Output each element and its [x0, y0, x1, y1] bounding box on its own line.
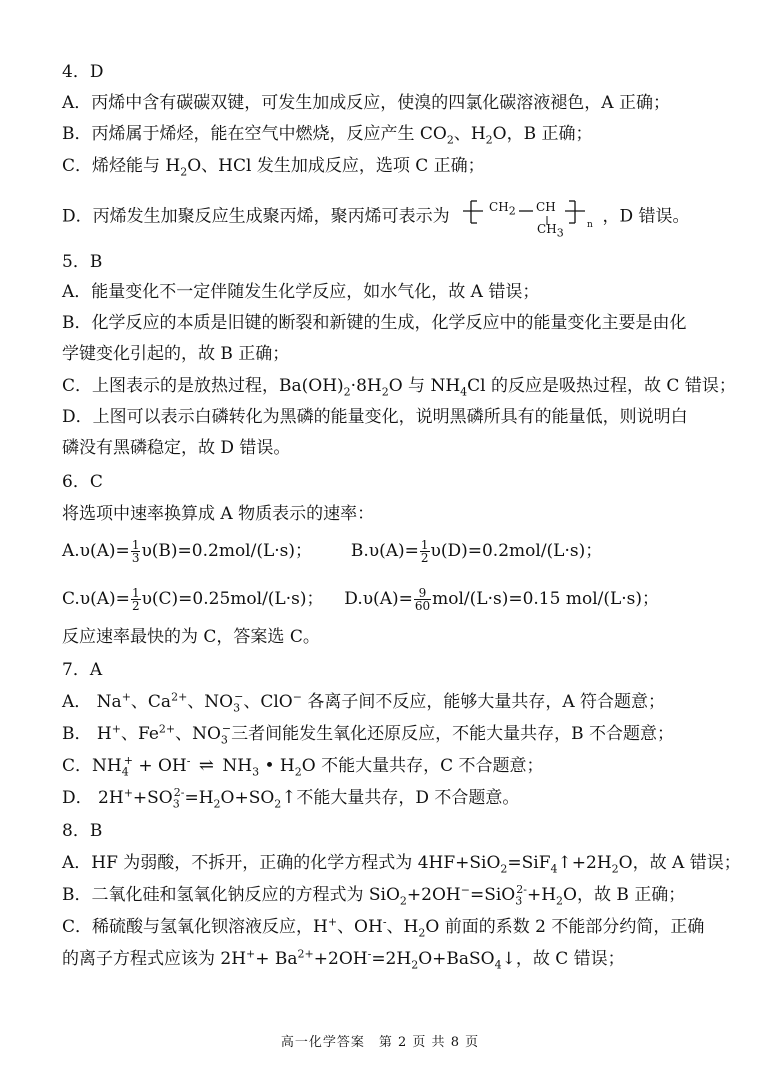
q4-option-b: B．丙烯属于烯烃，能在空气中燃烧，反应产生 $CO_2$、$H_2O$，B 正确；: [62, 124, 593, 147]
q6-row-ab: A.υ(A)= $\frac{1}{3}$ υ(B)=0.2mol/(L·s)； B.υ(A)= $\frac{1}{2}$ υ(D)=0.2mol/(L·s)；: [62, 538, 603, 565]
page-footer: 高一化学答案 第 2 页 共 8 页: [280, 1035, 480, 1050]
fraction: $\frac{1}{2}$: [131, 586, 140, 613]
q4-option-a: A．丙烯中含有碳碳双键，可发生加成反应，使溴的四氯化碳溶液褪色，A 正确；: [62, 93, 670, 113]
gas-arrow-icon: ↑: [281, 787, 297, 808]
q8-heading: 8．B: [62, 821, 103, 841]
q5-heading: 5．B: [62, 252, 103, 272]
q4-option-c: C．烯烃能与 $H_2O$、HCl 发生加成反应，选项 C 正确；: [62, 156, 485, 179]
q6-conclusion: 反应速率最快的为 C，答案选 C。: [62, 627, 320, 647]
q5-option-d-line2: 磷没有黑磷稳定，故 D 错误。: [62, 438, 291, 458]
q7-option-d: D． $2H^++SO_3^{2-}=H_2O+SO_2↑$不能大量共存，D 不合题意。: [62, 786, 520, 811]
equilibrium-arrow-icon: ⇌: [198, 755, 214, 776]
q7-option-c: C．$NH_4^+ + OH^-$ ⇌ $NH_3$ • $H_2O$ 不能大量共存，C 不合题意；: [62, 754, 544, 779]
fraction: $\frac{9}{60}$: [414, 586, 431, 613]
q4-option-d: D．丙烯发生加聚反应生成聚丙烯，聚丙烯可表示为 $CH_2$ CH $CH_3$ n ，D 错误。: [62, 196, 690, 236]
q8-option-c-line1: C．稀硫酸与氢氧化钡溶液反应，H+、OH-、$H_2O$ 前面的系数 2 不能部分约简，正确: [62, 915, 705, 940]
q7-option-b: B． H+、$Fe^{2+}$、$NO_3^-$三者间能发生氧化还原反应，不能大量共存，B 不合题意；: [62, 722, 675, 747]
q8-option-b: B．二氧化硅和氢氧化钠反应的方程式为 $SiO_2+2OH^-=SiO_3^{2-}+H_2O$，故 B 正确；: [62, 883, 686, 908]
q8-option-c-line2: 的离子方程式应该为 $2H^++ Ba^{2+}+2OH^-=2H_2O+BaSO_4↓$，故 C 错误；: [62, 947, 625, 972]
q5-option-a: A．能量变化不一定伴随发生化学反应，如水气化，故 A 错误；: [62, 282, 540, 302]
q5-option-b-line1: B．化学反应的本质是旧键的断裂和新键的生成，化学反应中的能量变化主要是由化: [62, 313, 687, 333]
q5-option-b-line2: 学键变化引起的，故 B 正确；: [62, 344, 290, 364]
q7-heading: 7．A: [62, 660, 103, 680]
q6-row-cd: C.υ(A)= $\frac{1}{2}$ υ(C)=0.25mol/(L·s)； D.υ(A)= $\frac{9}{60}$ mol/(L·s)=0.15 mol/(L·s)；: [62, 586, 660, 613]
q5-option-d-line1: D．上图可以表示白磷转化为黑磷的能量变化，说明黑磷所具有的能量低，则说明白: [62, 407, 688, 427]
fraction: $\frac{1}{3}$: [131, 538, 140, 565]
q5-option-c: C．上图表示的是放热过程，$Ba(OH)_2\cdot 8H_2O$ 与 $NH_4Cl$ 的反应是吸热过程，故 C 错误；: [62, 376, 736, 399]
polypropylene-formula: $CH_2$ CH $CH_3$ n: [489, 199, 593, 239]
q7-option-a: A． Na+、$Ca^{2+}$、$NO_3^-$、ClO− 各离子间不反应，能够大量共存，A 符合题意；: [62, 690, 666, 715]
q8-option-a: A．HF 为弱酸，不拆开，正确的化学方程式为 $4HF+SiO_2=SiF_4↑+2H_2O$，故 A 错误；: [62, 853, 741, 876]
q6-heading: 6．C: [62, 472, 103, 492]
q6-intro: 将选项中速率换算成 A 物质表示的速率：: [62, 504, 375, 524]
q4-heading: 4．D: [62, 62, 104, 82]
fraction: $\frac{1}{2}$: [420, 538, 429, 565]
